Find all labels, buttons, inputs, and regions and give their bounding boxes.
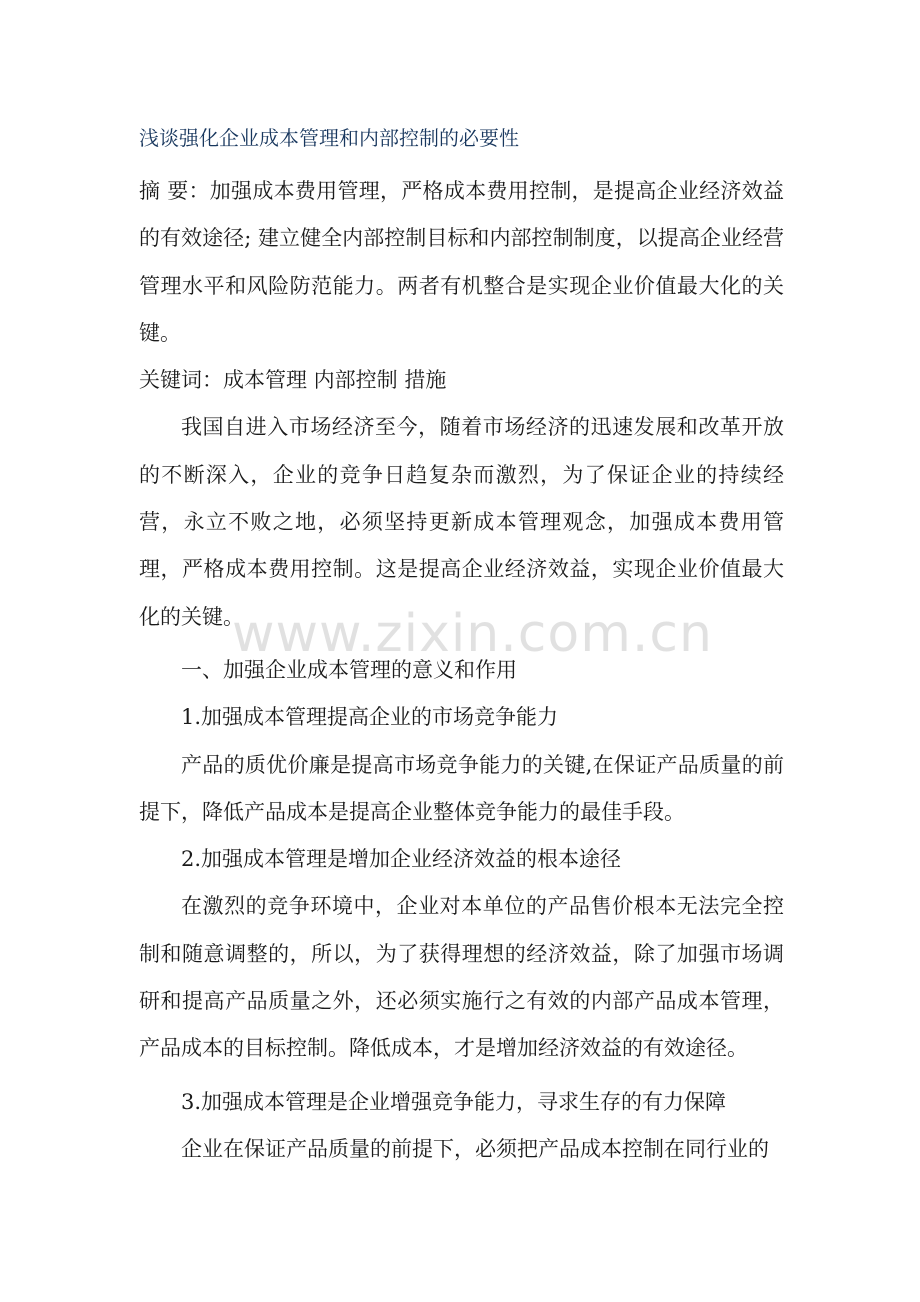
subheading-2: 2.加强成本管理是增加企业经济效益的根本途径	[181, 847, 622, 872]
paragraph-1: 产品的质优价廉是提高市场竞争能力的关键,在保证产品质量的前提下，降低产品成本是提高企业整体竞争能力的最佳手段。	[139, 752, 784, 824]
paragraph-3: 企业在保证产品质量的前提下，必须把产品成本控制在同行业的	[181, 1136, 769, 1161]
subheading-1: 1.加强成本管理提高企业的市场竞争能力	[181, 705, 559, 730]
paragraph-2: 在激烈的竞争环境中，企业对本单位的产品售价根本无法完全控制和随意调整的，所以，为了获得理想的经济效益，除了加强市场调研和提高产品质量之外，还必须实施行之有效的内部产品成本管理，产品成本的目标控制。降低成本，才是增加经济效益的有效途径。	[139, 894, 784, 1061]
document-title: 浅谈强化企业成本管理和内部控制的必要性	[139, 126, 519, 150]
keywords-line: 关键词：成本管理 内部控制 措施	[139, 368, 447, 393]
intro-paragraph: 我国自进入市场经济至今，随着市场经济的迅速发展和改革开放的不断深入，企业的竞争日趋复杂而激烈，为了保证企业的持续经营，永立不败之地，必须坚持更新成本管理观念，加强成本费用管理，严格成本费用控制。这是提高企业经济效益，实现企业价值最大化的关键。	[139, 415, 784, 629]
site-watermark: www.zixin.com.cn	[232, 604, 713, 664]
document-body	[139, 118, 784, 1173]
subheading-3: 3.加强成本管理是企业增强竞争能力，寻求生存的有力保障	[181, 1089, 727, 1114]
section-heading: 一、加强企业成本管理的意义和作用	[181, 657, 517, 682]
abstract-paragraph: 摘 要：加强成本费用管理，严格成本费用控制，是提高企业经济效益的有效途径; 建立健全内部控制目标和内部控制制度，以提高企业经营管理水平和风险防范能力。两者有机整合是实现企业价值最大化的关键。	[139, 179, 784, 345]
